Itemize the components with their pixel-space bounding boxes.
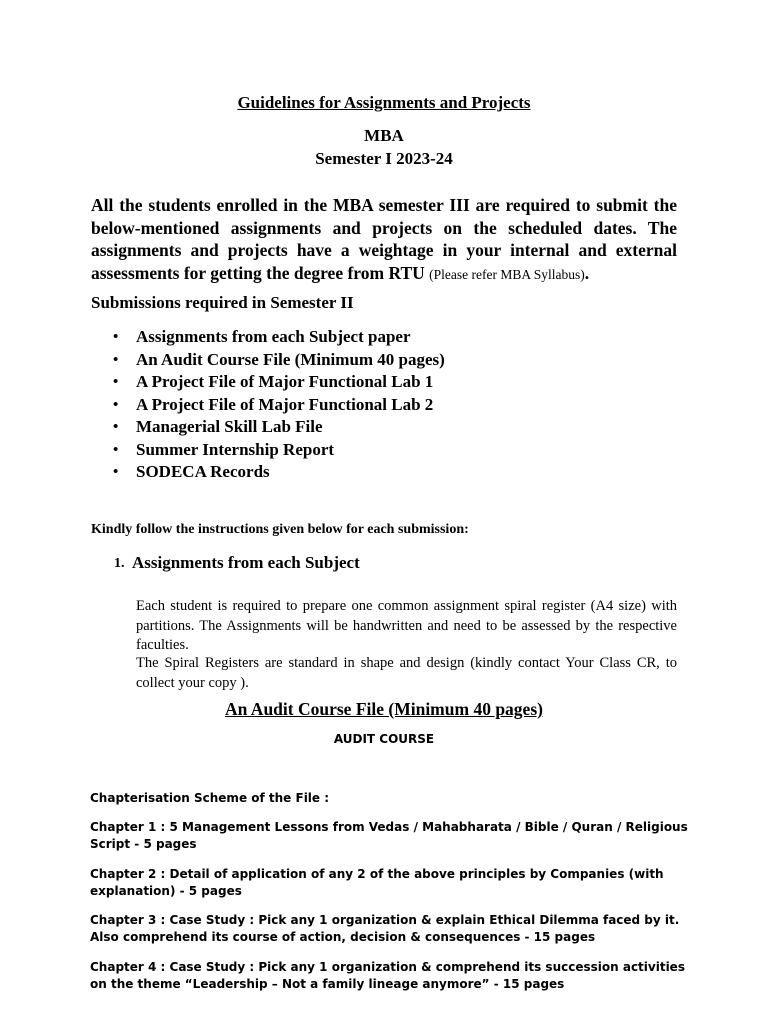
intro-note: (Please refer MBA Syllabus) — [429, 266, 585, 282]
section-title: Assignments from each Subject — [132, 553, 360, 572]
bullet-icon: • — [113, 441, 119, 458]
list-item — [91, 461, 445, 484]
bullet-icon: • — [113, 419, 119, 435]
bullet-icon: • — [113, 374, 119, 390]
list-item-text: Summer Internship Report — [136, 439, 335, 459]
list-item — [91, 326, 445, 349]
program-name: MBA — [364, 126, 404, 145]
list-item-text: SODECA Records — [136, 462, 270, 481]
chapter-item: Chapter 2 : Detail of application of any 2 of the above principles by Companies (with explanation) - 5 pages — [90, 867, 664, 898]
list-item — [91, 394, 445, 417]
chapter-item: Chapter 1 : 5 Management Lessons from Vedas / Mahabharata / Bible / Quran / Religious Script - 5 pages — [90, 820, 688, 851]
bullet-icon: • — [113, 464, 119, 480]
audit-title: An Audit Course File (Minimum 40 pages) — [225, 699, 543, 719]
list-item-text: An Audit Course File (Minimum 40 pages) — [136, 349, 445, 369]
list-item-text: Assignments from each Subject paper — [136, 327, 411, 346]
section-paragraph: Each student is required to prepare one common assignment spiral register (A4 size) with partitions. The Assignments will be handwritten and need to be assessed by the respective faculties. — [136, 598, 677, 653]
section-paragraph: The Spiral Registers are standard in shape and design (kindly contact Your Class CR, to collect your copy ). — [136, 655, 677, 691]
list-item-text: A Project File of Major Functional Lab 1 — [136, 372, 434, 391]
list-item — [91, 439, 445, 462]
semester-label: Semester I 2023-24 — [315, 149, 453, 168]
intro-end: . — [584, 262, 590, 283]
list-item — [91, 371, 445, 394]
chapter-item: Chapter 3 : Case Study : Pick any 1 organization & explain Ethical Dilemma faced by it. Also comprehend its course of action, decision & consequences - 15 pages — [90, 913, 680, 944]
list-item — [91, 416, 445, 439]
chapter-item: Chapter 4 : Case Study : Pick any 1 organization & comprehend its succession activities on the theme “Leadership – Not a family lineage anymore” - 15 pages — [90, 960, 685, 991]
intro-text: All the students enrolled in the MBA semester III are required to submit the below-mentioned assignments and projects on the scheduled dates. The assignments and projects have a weightage in your internal and external assessments for getting the degree from RTU — [91, 195, 677, 283]
bullet-icon: • — [113, 396, 119, 413]
section-number: 1. — [114, 556, 125, 571]
audit-label: AUDIT COURSE — [333, 732, 435, 746]
bullet-icon: • — [113, 351, 119, 368]
instructions-lead: Kindly follow the instructions given below for each submission: — [91, 522, 469, 537]
bullet-icon: • — [113, 329, 119, 345]
page-title: Guidelines for Assignments and Projects — [237, 93, 531, 112]
intro-paragraph — [91, 194, 677, 286]
list-item-text: A Project File of Major Functional Lab 2 — [136, 394, 434, 414]
chapter-scheme-heading: Chapterisation Scheme of the File : — [90, 791, 330, 805]
list-item-text: Managerial Skill Lab File — [136, 417, 323, 436]
submissions-heading: Submissions required in Semester II — [91, 293, 354, 312]
list-item — [91, 349, 445, 372]
submissions-list — [91, 326, 445, 484]
